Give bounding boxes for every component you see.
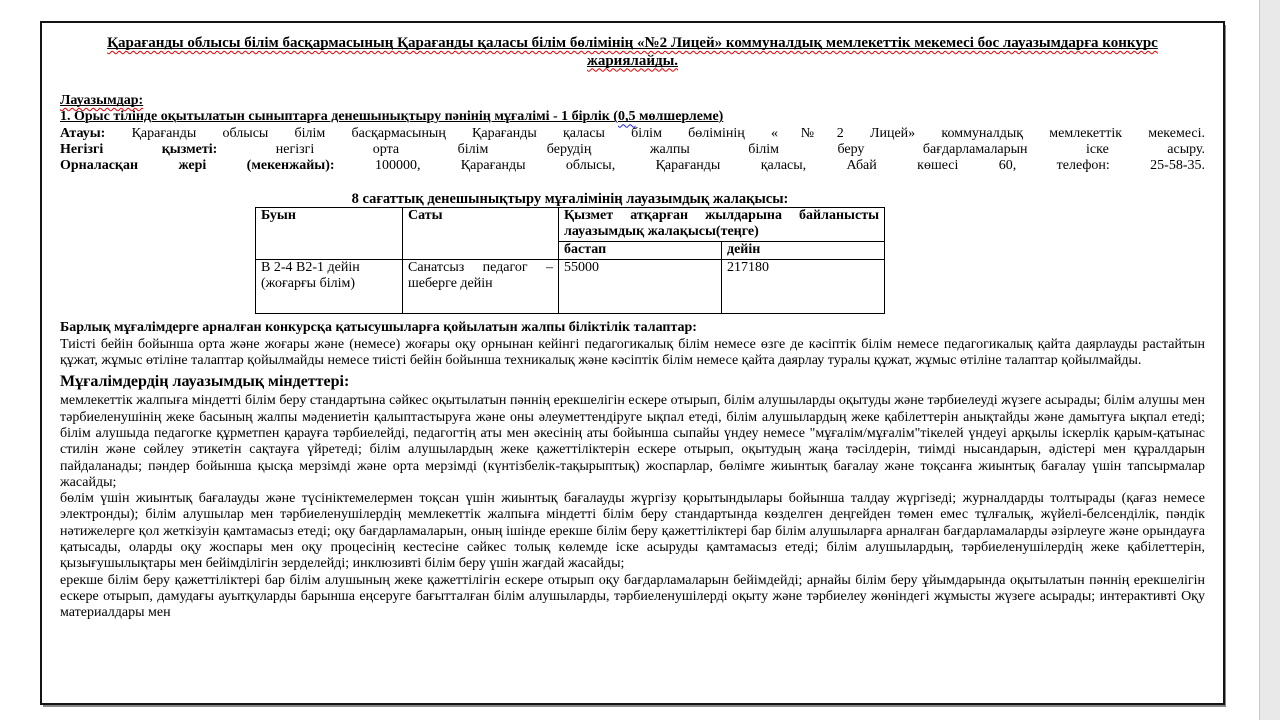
document-page [40, 21, 1225, 705]
main-activity-line [60, 142, 1205, 158]
scrollbar[interactable] [1259, 0, 1280, 720]
duties-heading: Мұғалімдердің лауазымдық міндеттері: [60, 373, 350, 391]
cell-stage: Санатсыз педагог – шеберге дейін [403, 260, 559, 314]
duties-paragraph-1: мемлекеттік жалпыға міндетті білім беру стандартына сәйкес оқытылатын пәннің ерекшелігін ескере отырып, білім алушыларды оқытуды және тәрбиелеуді жүзеге асырады; білім алушы мен тәрбиеленушінің жеке басының жалпы мәдениетін қалыптастыруға және оны әлеуметтендіруге ықпал етеді, білім алушылардың жеке қабілеттерін анықтайды және дамытуға ықпал етеді; білім алушыда педагогке құрметпен қарауға тәрбиелейді, педагогтің аты мен әкесінің аты бойынша сыпайы үндеу немесе "мұғалім/мұғалім"тікелей үндеуі арқылы іскерлік қарым-қатынас стилін және сөйлеу этикетін сақтауға үйретеді; білім алушылардың жеке қажеттіліктерін ескере отырып, оқытудың жаңа тәсілдерін, тиімді нысандарын, әдістері мен құралдарын пайдаланады; пәндер бойынша қысқа мерзімді және орта мерзімді (күнтізбелік-тақырыптық) жоспарлар, бөлімге жиынтық бағалау және тоқсанға жиынтық бағалау үшін тапсырмалар жасайды; [60, 393, 1205, 490]
requirements-heading: Барлық мұғалімдерге арналған конкурсқа қатысушыларға қойылатын жалпы біліктілік талаптар: [60, 320, 697, 336]
cell-grade: В 2-4 В2-1 дейін (жоғарғы білім) [256, 260, 403, 314]
salary-table [255, 207, 885, 314]
salary-table-data-row [256, 260, 885, 314]
org-name-line [60, 126, 1205, 142]
header-cell-salary: Қызмет атқарған жылдарына байланысты лауазымдық жалақысы(теңге) [559, 208, 885, 242]
cell-salary-from: 55000 [559, 260, 722, 314]
document-title [84, 35, 1181, 70]
positions-label: Лауазымдар: [60, 93, 144, 108]
duties-paragraph-3: ерекше білім беру қажеттіліктері бар білім алушының жеке қажеттілігін ескере отырып оқу бағдарламаларын бейімдейді; арнайы білім беру ұйымдарында оқытылатын пәннің ерекшелігін ескере отырып, дамудағы ауытқуларды барынша еңсеруге бағытталған білім алушыларды, тәрбиеленушілерді оқыту және тәрбиелеу жөніндегі жұмысты жүзеге асырады; интерактивті Оқу материалдары мен [60, 572, 1205, 621]
duties-paragraph-2: бөлім үшін жиынтық бағалауды және түсініктемелермен тоқсан үшін жиынтық бағалауды жүргізу қорытындылары бойынша талдау жүргізеді; журналдарды толтырады (қағаз немесе электронды); білім алушылар мен тәрбиеленушілердің мемлекеттік жалпыға міндетті білім беру стандартында көзделген деңгейден төмен емес тұлғалық, жүйелі-белсенділік, пәндік нәтижелерге қол жеткізуін қамтамасыз етеді; оқу бағдарламаларын, оның ішінде ерекше білім беру қажеттіліктері бар білім алушыларға арналған бағдарламаларды әзірлеуге және орындауға қатысады, оларды оқу жоспары мен оқу процесінің кестесіне сәйкес толық көлемде іске асыруды қамтамасыз етеді; білім алушылардың, тәрбиеленушілердің жеке қабілеттерін, қызығушылықтары мен бейімділігін зерделейді; инклюзивті білім беру үшін жағдай жасайды; [60, 491, 1205, 572]
location-text: 100000, Қарағанды облысы, Қарағанды қаласы, Абай көшесі 60, телефон: 25-58-35. [374, 158, 1205, 174]
header-cell-grade: Буын [256, 208, 403, 260]
salary-table-header-row [256, 208, 885, 242]
salary-table-caption: 8 сағаттық денешынықтыру мұғалімінің лауазымдық жалақысы: [351, 191, 789, 208]
subheader-cell-from: бастап [559, 242, 722, 260]
main-activity-label: Негізгі қызметі: [60, 141, 218, 157]
subheader-cell-to: дейін [722, 242, 885, 260]
position-item-1: 1. Орыс тілінде оқытылатын сыныптарға денешынықтыру пәнінің мұғалімі - 1 бірлік (0,5 мөлшерлеме) [60, 109, 724, 125]
cell-salary-to: 217180 [722, 260, 885, 314]
header-cell-stage: Саты [403, 208, 559, 260]
document-title-text: Қарағанды облысы білім басқармасының Қарағанды қаласы білім бөлімінің «№2 Лицей» коммуналдық мемлекеттік мекемесі бос лауазымдарға конкурс жариялайды. [107, 35, 1158, 69]
location-label: Орналасқан жері (мекенжайы): [60, 158, 335, 174]
org-name-label: Атауы: [60, 125, 106, 141]
org-name-text: Қарағанды облысы білім басқармасының Қарағанды қаласы білім бөлімінің «№2 Лицей» коммуналдық мемлекеттік мекемесі. [131, 125, 1206, 141]
fraction-value: 0,5 [617, 109, 636, 125]
main-activity-text: негізгі орта білім берудің жалпы білім беру бағдарламаларын іске асыру. [275, 141, 1206, 157]
requirements-text: Тиісті бейін бойынша орта және жоғары және (немесе) жоғары оқу орнынан кейінгі педагогикалық білім немесе өзге де кәсіптік білім немесе педагогикалық қайта даярлауды растайтын құжат, жұмыс өтіліне талаптар қойылмайды немесе тиісті бейін бойынша техникалық және кәсіптік білім немесе қайта даярлау туралы құжат, жұмыс өтіліне талаптар қойылмайды. [60, 336, 1205, 369]
location-line [60, 158, 1205, 174]
